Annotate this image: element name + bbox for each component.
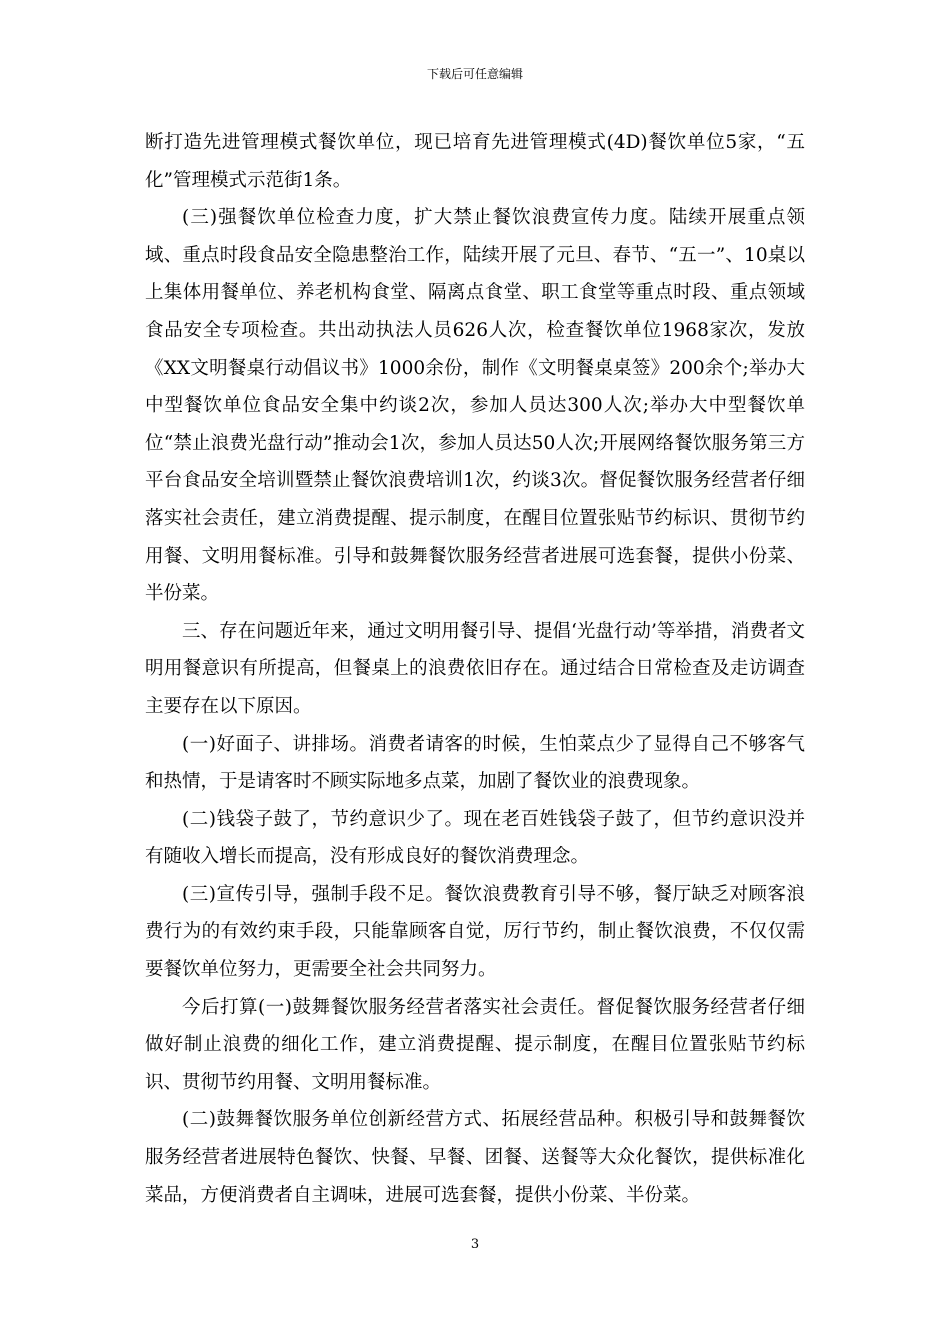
paragraph-plan-1: 今后打算(一)鼓舞餐饮服务经营者落实社会责任。督促餐饮服务经营者仔细做好制止浪费的细化工作，建立消费提醒、提示制度，在醒目位置张贴节约标识、贯彻节约用餐、文明用餐标准。 [145, 996, 805, 1093]
paragraph-plan-2: (二)鼓舞餐饮服务单位创新经营方式、拓展经营品种。积极引导和鼓舞餐饮服务经营者进展特色餐饮、快餐、早餐、团餐、送餐等大众化餐饮，提供标准化菜品，方便消费者自主调味，进展可选套餐，提供小份菜、半份菜。 [145, 1109, 805, 1206]
document-body [145, 124, 805, 1214]
paragraph-continuation: 断打造先进管理模式餐饮单位，现已培育先进管理模式(4D)餐饮单位5家，“五化”管理模式示范街1条。 [145, 132, 805, 191]
page-header: 下载后可任意编辑 [426, 67, 523, 81]
paragraph-reason-2: (二)钱袋子鼓了，节约意识少了。现在老百姓钱袋子鼓了，但节约意识没并有随收入增长而提高，没有形成良好的餐饮消费理念。 [145, 808, 805, 868]
page-number: 3 [470, 1237, 480, 1252]
paragraph-reason-1: (一)好面子、讲排场。消费者请客的时候，生怕菜点少了显得自己不够客气和热情，于是请客时不顾实际地多点菜，加剧了餐饮业的浪费现象。 [145, 733, 805, 793]
paragraph-reason-3: (三)宣传引导，强制手段不足。餐饮浪费教育引导不够，餐厅缺乏对顾客浪费行为的有效约束手段，只能靠顾客自觉，厉行节约，制止餐饮浪费，不仅仅需要餐饮单位努力，更需要全社会共同努力。 [145, 883, 805, 981]
paragraph-inspection: (三)强餐饮单位检查力度，扩大禁止餐饮浪费宣传力度。陆续开展重点领域、重点时段食品安全隐患整治工作，陆续开展了元旦、春节、“五一”、10桌以上集体用餐单位、养老机构食堂、隔离点食堂、职工食堂等重点时段、重点领域食品安全专项检查。共出动执法人员626人次，检查餐饮单位1968家次，发放《XX文明餐桌行动倡议书》1000余份，制作《文明餐桌桌签》200余个;举办大中型餐饮单位食品安全集中约谈2次，参加人员达300人次;举办大中型餐饮单位“禁止浪费光盘行动”推动会1次，参加人员达50人次;开展网络餐饮服务第三方平台食品安全培训暨禁止餐饮浪费培训1次，约谈3次。督促餐饮服务经营者仔细落实社会责任，建立消费提醒、提示制度，在醒目位置张贴节约标识、贯彻节约用餐、文明用餐标准。引导和鼓舞餐饮服务经营者进展可选套餐，提供小份菜、半份菜。 [145, 207, 805, 605]
paragraph-problems: 三、存在问题近年来，通过文明用餐引导、提倡‘光盘行动’等举措，消费者文明用餐意识有所提高，但餐桌上的浪费依旧存在。通过结合日常检查及走访调查主要存在以下原因。 [145, 620, 805, 717]
